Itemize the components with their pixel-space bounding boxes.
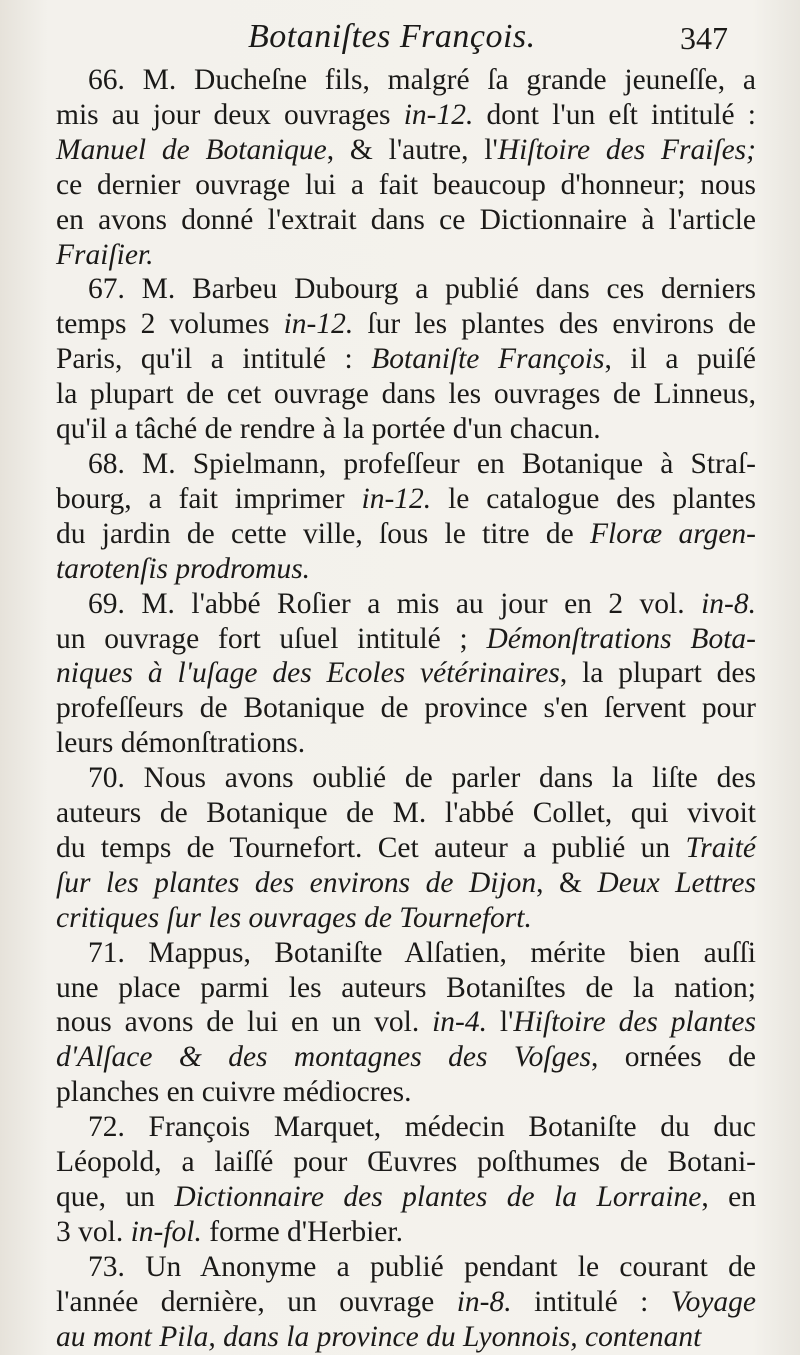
italic-text: niques à l'uſage des Ecoles vétérinaires (56, 657, 560, 690)
text-run: 69. M. l'abbé Roſier a mis au jour en 2 vol. (88, 587, 702, 620)
text-run: planches en cuivre médiocres. (56, 1076, 412, 1109)
italic-text: Hiſtoire des Fraiſes; (497, 133, 756, 166)
text-line (56, 1110, 756, 1145)
italic-text: Manuel de Botanique (56, 133, 327, 166)
text-run: leurs démonſtrations. (56, 727, 306, 760)
paragraph (56, 447, 756, 587)
italic-text: Botaniſte François (371, 343, 605, 376)
text-run: profeſſeurs de Botanique de province s'en ſervent pour (56, 692, 756, 725)
text-run: l' (487, 1006, 514, 1039)
italic-text: tarotenſis prodromus. (56, 552, 311, 585)
italic-text: Deux Lettres (597, 866, 756, 899)
italic-text: Dictionnaire des plantes de la Lorraine (174, 1181, 702, 1213)
paragraph (56, 936, 756, 1111)
running-title: Botaniſtes François. (248, 18, 536, 55)
text-run: un ouvrage fort uſuel intitulé ; (56, 622, 487, 655)
text-line (56, 377, 756, 412)
text-line (56, 133, 756, 168)
page-number: 347 (680, 20, 728, 56)
text-run: auteurs de Botanique de M. l'abbé Collet, qui vivoit (56, 797, 756, 830)
text-line (56, 168, 756, 203)
text-line (56, 1215, 756, 1250)
text-line (56, 238, 756, 273)
text-line (56, 1180, 756, 1215)
text-run: 71. Mappus, Botaniſte Alſatien, mérite bien auſſi (88, 936, 756, 969)
text-run: 68. M. Spielmann, profeſſeur en Botanique à Straſ- (88, 447, 756, 480)
text-line (56, 98, 756, 133)
text-run: 73. Un Anonyme a publié pendant le courant de (88, 1250, 756, 1283)
text-run: en avons donné l'extrait dans ce Dictionnaire à l'article (56, 203, 756, 236)
text-run: Léopold, a laiſſé pour Œuvres poſthumes de Botani- (56, 1146, 756, 1179)
text-run: , il a puiſé (604, 343, 756, 376)
page-header (0, 18, 800, 62)
text-line (56, 412, 756, 447)
text-run: , en (701, 1181, 757, 1213)
paragraph (56, 587, 756, 762)
italic-text: Hiſtoire des plantes (513, 1006, 756, 1039)
text-line (56, 691, 756, 726)
text-line (56, 552, 756, 587)
text-line (56, 796, 756, 831)
text-run: , & l'autre, l' (326, 133, 498, 166)
text-run: , ornées de (590, 1041, 756, 1074)
text-line (56, 517, 756, 552)
text-line (56, 447, 756, 482)
text-run: du temps de Tournefort. Cet auteur a publié un (56, 831, 686, 864)
text-run: 70. Nous avons oublié de parler dans la liſte des (88, 762, 756, 795)
paragraph (56, 63, 756, 272)
text-run: 66. M. Ducheſne fils, malgré ſa grande jeuneſſe, a (88, 64, 756, 96)
text-line (56, 1285, 756, 1320)
italic-text: Voyage (670, 1285, 756, 1318)
text-run: temps 2 volumes (56, 308, 284, 341)
text-line (56, 971, 756, 1006)
text-run: dont l'un eſt intitulé : (473, 98, 756, 131)
text-line (56, 726, 756, 761)
text-run: mis au jour deux ouvrages (56, 98, 404, 131)
text-line (56, 1145, 756, 1180)
text-run: intitulé : (511, 1285, 671, 1318)
text-run: le catalogue des plantes (431, 482, 756, 515)
text-run: Paris, qu'il a intitulé : (56, 343, 372, 376)
text-run: 72. François Marquet, médecin Botaniſte du duc (88, 1111, 756, 1144)
text-line (56, 482, 756, 517)
paragraph (56, 1110, 756, 1250)
italic-text: Traité (685, 831, 756, 864)
text-line (56, 656, 756, 691)
text-line (56, 622, 756, 657)
text-run: l'année dernière, un ouvrage (56, 1285, 457, 1318)
text-line (56, 272, 756, 307)
text-line (56, 761, 756, 796)
text-line (56, 342, 756, 377)
text-run: ce dernier ouvrage lui a fait beaucoup d'honneur; nous (56, 168, 756, 201)
text-run: bourg, a fait imprimer (56, 482, 362, 515)
italic-text: d'Alſace & des montagnes des Voſges (56, 1041, 591, 1074)
text-run: qu'il a tâché de rendre à la portée d'un chacun. (56, 413, 601, 446)
italic-text: Floræ argen- (590, 517, 756, 550)
text-run: une place parmi les auteurs Botaniſtes de la nation; (56, 971, 756, 1004)
text-run: la plupart de cet ouvrage dans les ouvrages de Linneus, (56, 378, 756, 411)
text-line (56, 866, 756, 901)
paragraph (56, 761, 756, 936)
text-line (56, 63, 756, 98)
text-run: , & (536, 866, 598, 899)
italic-text: critiques ſur les ouvrages de Tournefort. (56, 901, 532, 934)
paragraph (56, 1250, 756, 1355)
text-line (56, 587, 756, 622)
italic-text: in-fol. (130, 1215, 202, 1248)
italic-text: au mont Pila, dans la province du Lyonnois, contenant (56, 1320, 702, 1353)
italic-text: Démonſtrations Bota- (486, 622, 756, 655)
text-run: du jardin de cette ville, ſous le titre de (56, 517, 591, 550)
italic-text: in-12. (403, 98, 474, 131)
text-line (56, 831, 756, 866)
text-run: , la plupart des (559, 657, 756, 690)
text-line (56, 1250, 756, 1285)
text-line (56, 307, 756, 342)
text-run: 3 vol. (56, 1215, 131, 1248)
text-run: forme d'Herbier. (201, 1215, 403, 1248)
italic-text: in-8. (701, 587, 756, 620)
text-line (56, 936, 756, 971)
text-run: nous avons de lui en un vol. (56, 1006, 433, 1039)
text-run: que, un (56, 1181, 175, 1213)
text-run: ſur les plantes des environs de (353, 308, 756, 341)
body-text (56, 63, 756, 1355)
italic-text: ſur les plantes des environs de Dijon (56, 866, 537, 899)
text-line (56, 203, 756, 238)
italic-text: Fraiſier. (56, 238, 154, 271)
text-line (56, 1075, 756, 1110)
text-line (56, 1320, 756, 1355)
text-line (56, 1040, 756, 1075)
text-line (56, 901, 756, 936)
italic-text: in-4. (432, 1006, 487, 1039)
italic-text: in-8. (456, 1285, 512, 1318)
paragraph (56, 272, 756, 447)
text-run: 67. M. Barbeu Dubourg a publié dans ces derniers (88, 273, 756, 306)
italic-text: in-12. (283, 308, 354, 341)
text-line (56, 1005, 756, 1040)
italic-text: in-12. (361, 482, 432, 515)
